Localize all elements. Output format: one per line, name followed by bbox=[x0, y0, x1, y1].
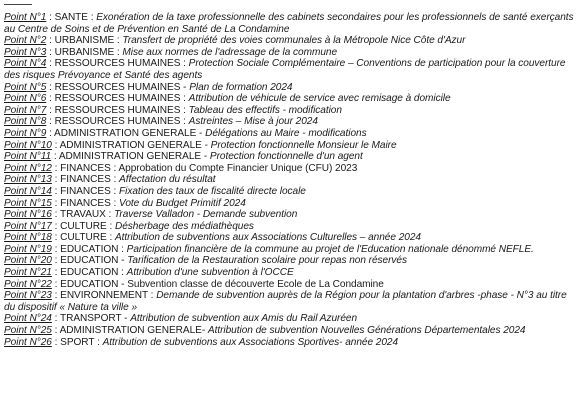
agenda-item-subject-separator: : bbox=[180, 116, 189, 128]
agenda-item-number: Point N°19 bbox=[4, 243, 52, 255]
agenda-item-separator: : bbox=[46, 35, 55, 47]
agenda-item-subject-separator: : bbox=[110, 197, 120, 209]
agenda-item-theme: FINANCES bbox=[60, 185, 111, 197]
agenda-item-separator: : bbox=[46, 127, 55, 139]
agenda-item-separator: : bbox=[51, 185, 61, 197]
agenda-item-subject-separator: : bbox=[110, 162, 119, 174]
agenda-item-number: Point N°8 bbox=[4, 116, 47, 128]
agenda-item-subject-separator: : bbox=[114, 35, 123, 47]
agenda-item-subject: Mise aux normes de l'adressage de la commune bbox=[122, 46, 338, 58]
agenda-item-separator: : bbox=[46, 116, 55, 128]
agenda-item-number: Point N°11 bbox=[4, 151, 52, 163]
agenda-item-subject-separator: : bbox=[94, 336, 103, 348]
agenda-item-separator: : bbox=[51, 209, 60, 221]
agenda-item-theme: SANTE bbox=[54, 12, 88, 23]
agenda-item bbox=[4, 151, 576, 163]
agenda-item-separator: : bbox=[51, 151, 59, 163]
agenda-item-theme: EDUCATION bbox=[60, 267, 119, 279]
agenda-item bbox=[4, 163, 576, 175]
agenda-item-separator: : bbox=[51, 267, 61, 279]
agenda-item-subject: Transfert de propriété des voies communales à la Métropole Nice Côte d'Azur bbox=[122, 35, 466, 47]
agenda-item-theme: CULTURE bbox=[60, 232, 107, 244]
agenda-item-separator: : bbox=[46, 12, 55, 23]
agenda-item-subject: Attribution de véhicule de service avec remisage à domicile bbox=[188, 93, 451, 105]
agenda-item-subject-separator: : bbox=[110, 185, 120, 197]
agenda-item-theme: EDUCATION bbox=[60, 255, 119, 267]
agenda-item-separator: : bbox=[51, 162, 61, 174]
agenda-item-subject: Vote du Budget Primitif 2024 bbox=[119, 197, 246, 209]
truncated-header-line bbox=[4, 0, 324, 6]
agenda-item-theme: ADMINISTRATION GENERALE bbox=[59, 325, 202, 337]
agenda-item-theme: RESSOURCES HUMAINES bbox=[54, 116, 181, 128]
agenda-item-theme: URBANISME bbox=[54, 35, 115, 47]
agenda-item-theme: RESSOURCES HUMAINES bbox=[54, 58, 181, 70]
agenda-item bbox=[4, 313, 576, 325]
agenda-item-number: Point N°24 bbox=[4, 313, 52, 325]
agenda-item bbox=[4, 58, 576, 81]
agenda-item-subject: Approbation du Compte Financier Unique (CFU) 2023 bbox=[118, 162, 358, 174]
agenda-item-number: Point N°10 bbox=[4, 139, 52, 151]
agenda-item bbox=[4, 255, 576, 267]
agenda-item bbox=[4, 140, 576, 152]
header-underline bbox=[4, 4, 32, 5]
agenda-item-number: Point N°9 bbox=[4, 127, 47, 139]
agenda-item-subject-separator: : bbox=[180, 93, 189, 105]
agenda-item-theme: ADMINISTRATION GENERALE bbox=[54, 127, 197, 139]
agenda-item-subject: Attribution de subvention aux Amis du Rail Azuréen bbox=[130, 313, 358, 325]
agenda-item-theme: TRANSPORT bbox=[59, 313, 122, 325]
agenda-item-theme: RESSOURCES HUMAINES bbox=[54, 104, 181, 116]
agenda-item bbox=[4, 209, 576, 221]
agenda-item bbox=[4, 116, 576, 128]
agenda-item-subject-separator: : bbox=[118, 243, 127, 255]
agenda-item-separator: : bbox=[51, 220, 61, 232]
agenda-item-separator: : bbox=[51, 139, 60, 151]
agenda-item bbox=[4, 325, 576, 337]
agenda-item-subject: Demande de subvention auprès de la Région pour la plantation d'arbres -phase - N°3 au titre du dispositif « Nature ta ville » bbox=[4, 290, 567, 313]
agenda-item bbox=[4, 12, 576, 35]
agenda-item bbox=[4, 221, 576, 233]
agenda-item-theme: RESSOURCES HUMAINES bbox=[54, 81, 181, 93]
agenda-item-number: Point N°18 bbox=[4, 232, 52, 244]
agenda-item-separator: : bbox=[46, 81, 55, 93]
agenda-item bbox=[4, 186, 576, 198]
agenda-item-number: Point N°22 bbox=[4, 278, 52, 290]
agenda-item-separator: : bbox=[46, 58, 55, 70]
agenda-item-theme: TRAVAUX bbox=[59, 209, 106, 221]
agenda-item-theme: RESSOURCES HUMAINES bbox=[54, 93, 181, 105]
agenda-item-separator: : bbox=[51, 174, 61, 186]
agenda-item-subject-separator: - bbox=[180, 81, 190, 93]
agenda-item-subject: Affectation du résultat bbox=[119, 174, 216, 186]
agenda-item-theme: FINANCES bbox=[60, 197, 111, 209]
agenda-item-subject: Attribution d'une subvention à l'OCCE bbox=[126, 267, 294, 279]
agenda-item-number: Point N°21 bbox=[4, 267, 52, 279]
agenda-item-subject-separator: - bbox=[118, 255, 128, 267]
agenda-item-number: Point N°16 bbox=[4, 209, 52, 221]
agenda-item-subject-separator: - bbox=[121, 313, 131, 325]
agenda-item-number: Point N°5 bbox=[4, 81, 47, 93]
agenda-item-number: Point N°7 bbox=[4, 104, 47, 116]
agenda-item-separator: : bbox=[51, 197, 61, 209]
agenda-item bbox=[4, 128, 576, 140]
agenda-item-subject: Protection fonctionnelle d'un agent bbox=[209, 151, 363, 163]
agenda-item bbox=[4, 47, 576, 59]
agenda-item-number: Point N°26 bbox=[4, 336, 52, 348]
agenda-item-subject: Délégations au Maire - modifications bbox=[205, 127, 367, 139]
agenda-item-separator: : bbox=[51, 278, 61, 290]
agenda-item-subject: Plan de formation 2024 bbox=[189, 81, 293, 93]
agenda-item-subject-separator: - bbox=[201, 325, 208, 337]
agenda-item-separator: : bbox=[46, 93, 55, 105]
agenda-item-subject: Exonération de la taxe professionnelle des cabinets secondaires pour les professionnels de santé exerçants au Centre de Soins et de Prévention en Santé de La Condamine bbox=[4, 12, 574, 35]
agenda-item-subject-separator: - bbox=[201, 151, 210, 163]
agenda-item-number: Point N°3 bbox=[4, 46, 47, 58]
agenda-item-number: Point N°14 bbox=[4, 185, 52, 197]
agenda-item-separator: : bbox=[51, 325, 60, 337]
agenda-item bbox=[4, 267, 576, 279]
agenda-item-subject-separator: : bbox=[147, 290, 157, 302]
agenda-item-subject: Désherbage des médiathèques bbox=[114, 220, 254, 232]
agenda-item-subject-separator: : bbox=[106, 220, 115, 232]
agenda-item bbox=[4, 174, 576, 186]
agenda-item-separator: : bbox=[51, 232, 61, 244]
agenda-item-subject: Attribution de subvention Nouvelles Générations Départementales 2024 bbox=[207, 325, 526, 337]
agenda-item-subject-separator: : bbox=[180, 58, 189, 70]
agenda-item-subject: Tarification de la Restauration scolaire pour repas non réservés bbox=[127, 255, 407, 267]
agenda-item-separator: : bbox=[51, 336, 61, 348]
agenda-item-separator: : bbox=[51, 255, 61, 267]
agenda-item-number: Point N°6 bbox=[4, 93, 47, 105]
agenda-item-subject-separator: - bbox=[196, 127, 206, 139]
agenda-item-separator: : bbox=[51, 290, 61, 302]
agenda-item-number: Point N°15 bbox=[4, 197, 52, 209]
agenda-item-subject: Protection Sociale Complémentaire – Conventions de participation pour la couverture des risques Prévoyance et Santé des agents bbox=[4, 58, 566, 81]
agenda-item bbox=[4, 105, 576, 117]
agenda-item-number: Point N°17 bbox=[4, 220, 52, 232]
agenda-item-subject: Astreintes – Mise à jour 2024 bbox=[188, 116, 318, 128]
agenda-item bbox=[4, 279, 576, 291]
agenda-item-theme: CULTURE bbox=[60, 220, 107, 232]
agenda-item bbox=[4, 35, 576, 47]
agenda-item-subject-separator: - bbox=[201, 139, 211, 151]
agenda-item-theme: EDUCATION bbox=[60, 278, 119, 290]
agenda-item-subject-separator: : bbox=[105, 209, 115, 221]
agenda-item-separator: : bbox=[51, 313, 60, 325]
agenda-item-subject-separator: : bbox=[114, 46, 123, 58]
agenda-item bbox=[4, 337, 576, 349]
agenda-item-separator: : bbox=[46, 46, 55, 58]
agenda-item-subject-separator: : bbox=[180, 104, 189, 116]
agenda-item-subject-separator: : bbox=[118, 267, 127, 279]
agenda-item-subject: Attribution de subventions aux Associations Sportives- année 2024 bbox=[102, 336, 399, 348]
agenda-item-theme: FINANCES bbox=[60, 162, 111, 174]
agenda-item-number: Point N°2 bbox=[4, 35, 47, 47]
agenda-item-number: Point N°13 bbox=[4, 174, 52, 186]
agenda-item-subject-separator: - bbox=[118, 278, 128, 290]
agenda-item bbox=[4, 198, 576, 210]
agenda-item-subject-separator: : bbox=[110, 174, 120, 186]
agenda-item-number: Point N°20 bbox=[4, 255, 52, 267]
agenda-item bbox=[4, 244, 576, 256]
agenda-item-subject: Protection fonctionnelle Monsieur le Maire bbox=[210, 139, 397, 151]
agenda-item bbox=[4, 290, 576, 313]
agenda-item-subject: Subvention classe de découverte Ecole de La Condamine bbox=[127, 278, 384, 290]
agenda-item-subject: Fixation des taux de fiscalité directe locale bbox=[119, 185, 306, 197]
agenda-item-number: Point N°23 bbox=[4, 290, 52, 302]
agenda-item-separator: : bbox=[51, 243, 61, 255]
agenda-item bbox=[4, 82, 576, 94]
agenda-item-theme: ENVIRONNEMENT bbox=[60, 290, 148, 302]
agenda-item bbox=[4, 232, 576, 244]
agenda-item-theme: URBANISME bbox=[54, 46, 115, 58]
agenda-item-subject-separator: : bbox=[87, 12, 97, 23]
agenda-list bbox=[4, 12, 576, 348]
agenda-item-separator: : bbox=[46, 104, 55, 116]
agenda-item-subject: Attribution de subventions aux Associations Culturelles – année 2024 bbox=[114, 232, 421, 244]
agenda-item bbox=[4, 93, 576, 105]
agenda-item-number: Point N°1 bbox=[4, 12, 47, 23]
agenda-item-theme: SPORT bbox=[60, 336, 95, 348]
agenda-item-theme: EDUCATION bbox=[60, 243, 119, 255]
agenda-item-number: Point N°25 bbox=[4, 325, 52, 337]
agenda-item-subject: Tableau des effectifs - modification bbox=[188, 104, 342, 116]
agenda-item-subject-separator: : bbox=[106, 232, 115, 244]
agenda-item-theme: ADMINISTRATION GENERALE bbox=[59, 139, 202, 151]
agenda-item-subject: Participation financière de la commune au projet de l'Education nationale dénommé NEFLE. bbox=[126, 243, 534, 255]
agenda-item-theme: FINANCES bbox=[60, 174, 111, 186]
agenda-item-number: Point N°12 bbox=[4, 162, 52, 174]
agenda-item-theme: ADMINISTRATION GENERALE bbox=[58, 151, 202, 163]
agenda-item-number: Point N°4 bbox=[4, 58, 47, 70]
agenda-item-subject: Traverse Valladon - Demande subvention bbox=[114, 209, 298, 221]
